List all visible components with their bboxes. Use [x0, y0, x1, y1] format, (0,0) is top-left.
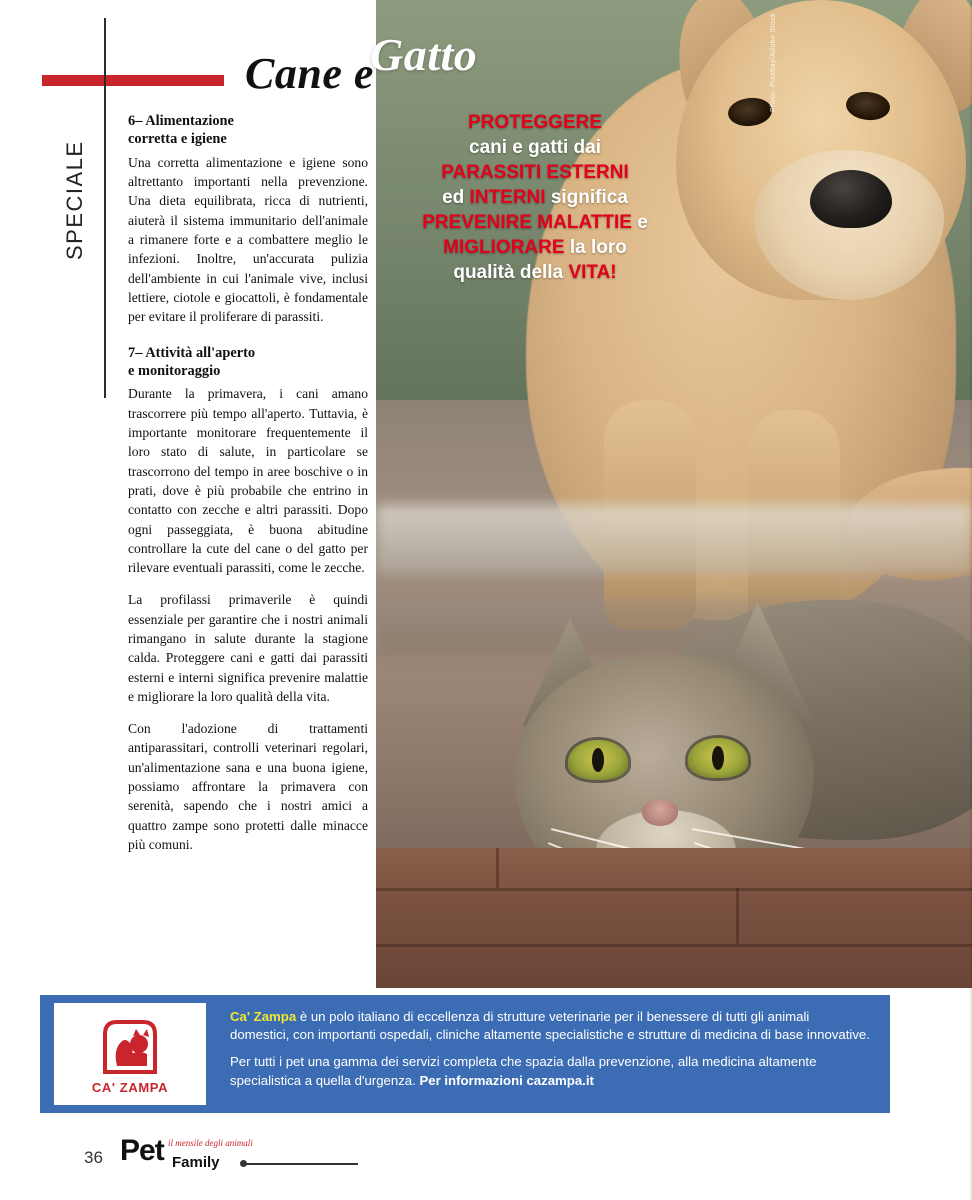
cat-pupil-right: [712, 746, 724, 770]
cat-eye-right: [688, 738, 748, 778]
section-6-heading: [128, 112, 368, 149]
brick-mortar-line: [376, 944, 972, 947]
headline-line-4-suffix: significa: [545, 187, 628, 209]
headline-line-3: PARASSITI ESTERNI: [441, 162, 629, 184]
headline-line-6: [410, 235, 660, 260]
photo-foreground-bricks: [376, 848, 972, 988]
cat-eye-left: [568, 740, 628, 780]
sponsor-paragraph-1-rest: è un polo italiano di eccellenza di strutture veterinarie per il benessere di tutti gli animali domestici, con importanti ospedali, cliniche altamente specialistiche e strutture di medicina di base innovative.: [230, 1009, 870, 1043]
sponsor-contact-link[interactable]: Per informazioni cazampa.it: [419, 1072, 594, 1088]
brick-mortar-line: [376, 888, 972, 891]
headline-line-7-prefix: qualità della: [453, 262, 569, 284]
cazampa-logo[interactable]: [54, 1003, 206, 1105]
photo-credit: Photo: Pixabay/Adobe Stock: [770, 12, 777, 112]
column-divider-rule: [104, 18, 106, 398]
section-6-heading-line1: 6– Alimentazione: [128, 113, 234, 129]
headline-line-5: [410, 210, 660, 235]
hero-headline: [410, 110, 660, 286]
sponsor-brand-name: Ca' Zampa: [230, 1009, 297, 1024]
brick-mortar-line: [736, 888, 739, 944]
section-7-heading-line1: 7– Attività all'aperto: [128, 344, 256, 361]
section-6-heading-line2: corretta e igiene: [128, 131, 227, 148]
headline-line-5-emphasis: PREVENIRE MALATTIE: [422, 212, 632, 234]
section-7-heading-line2: e monitoraggio: [128, 362, 221, 379]
sponsor-banner: [40, 995, 890, 1113]
headline-line-2: cani e gatti dai: [469, 137, 601, 159]
section-6-body: Una corretta alimentazione e igiene sono altrettanto importanti nella prevenzione. Una dieta equilibrata, ricca di nutrienti, aiuterà il sistema immunitario dell'animale a rimanere forte e a combattere meglio le infezioni. Inoltre, un'accurata pulizia dell'ambiente in cui l'animale vive, inclusi lettiere, ciotole e giocattoli, è fondamentale per evitare il proliferare di parassiti.: [128, 154, 368, 325]
masthead-title-part1: Cane e: [245, 49, 374, 98]
brick-mortar-line: [496, 848, 499, 888]
footer-rule: [246, 1163, 358, 1165]
headline-line-7-emphasis: VITA!: [568, 262, 617, 284]
section-7-body: Durante la primavera, i cani amano trascorrere più tempo all'aperto. Tuttavia, è importante monitorare frequentemente il loro stato di salute, in particolare se trascorrono del tempo in aree boschive o in prati, dove è più probabile che entrino in contatto con zecche e altri parassiti. Dopo ogni passeggiata, è buona abitudine controllare la cute del cane o del gatto per rilevare eventuali parassiti, come le zecche.: [128, 386, 368, 576]
headline-line-6-suffix: la loro: [564, 237, 627, 259]
article-paragraph-4: Con l'adozione di trattamenti antiparassitari, controlli veterinari regolari, un'alimentazione sana e una buona igiene, possiamo affrontare la primavera con serenità, sapendo che i nostri amici a quattro zampe sono protetti dalle minacce più comuni.: [128, 721, 368, 852]
sponsor-paragraph-2-text: Per tutti i pet una gamma dei servizi completa che spazia dalla prevenzione, alla medicina altamente specialistica a quella d'urgenza.: [230, 1054, 817, 1088]
petfamily-logo-family: Family: [172, 1154, 220, 1171]
sponsor-paragraph-1: [230, 1008, 870, 1044]
headline-line-4: [410, 185, 660, 210]
dog-nose: [810, 170, 892, 228]
petfamily-logo-script: il mensile degli animali: [168, 1138, 253, 1148]
sponsor-banner-text: [230, 1008, 870, 1099]
headline-line-7: [410, 260, 660, 285]
page-number: 36: [84, 1148, 103, 1167]
sponsor-paragraph-2: [230, 1053, 870, 1089]
petfamily-logo-pet: Pet: [120, 1134, 164, 1167]
headline-line-5-suffix: e: [631, 212, 648, 234]
cat-nose: [642, 800, 678, 826]
cazampa-dog-cat-icon: [95, 1014, 165, 1076]
article-paragraph-3: La profilassi primaverile è quindi essenziale per garantire che i nostri animali rimangano in salute durante la stagione calda. Proteggere cani e gatti dai parassiti esterni e interni significa prevenire malattie e migliorare la loro qualità della vita.: [128, 592, 368, 704]
cat-pupil-left: [592, 748, 604, 772]
headline-line-4-emphasis: INTERNI: [469, 187, 546, 209]
headline-line-6-emphasis: MIGLIORARE: [443, 237, 565, 259]
petfamily-logo: [120, 1134, 253, 1176]
cazampa-logo-text: CA' ZAMPA: [91, 1079, 169, 1095]
masthead-title-part2: Gatto: [370, 29, 478, 80]
section-label: SPECIALE: [62, 140, 87, 260]
masthead-red-rule: [42, 75, 224, 86]
article-text-column: [128, 112, 368, 867]
headline-line-4-prefix: ed: [442, 187, 470, 209]
headline-line-1: PROTEGGERE: [467, 112, 603, 133]
section-7-heading: [128, 344, 368, 381]
